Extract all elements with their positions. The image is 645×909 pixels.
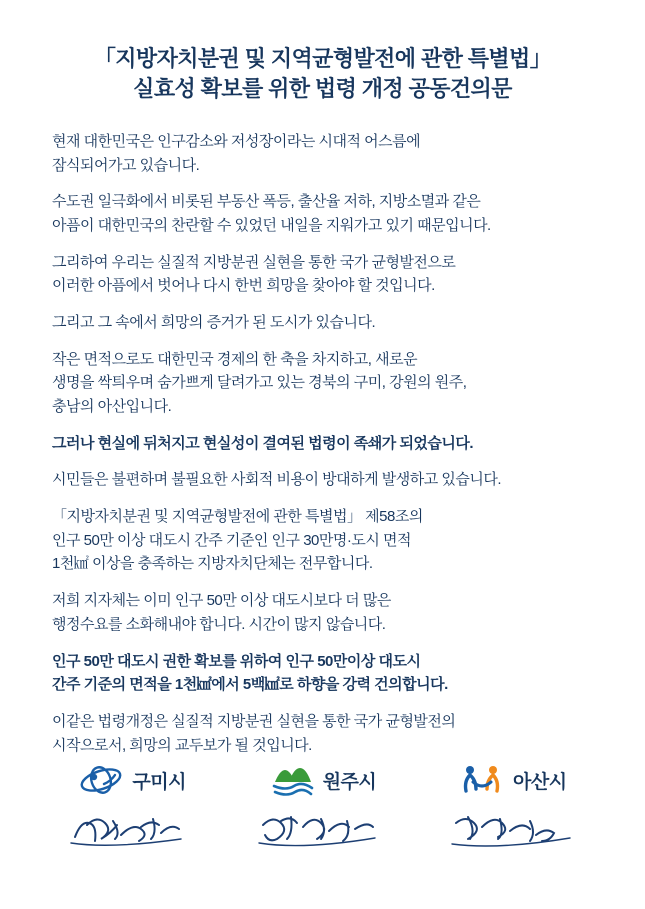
paragraph-5 (52, 348, 593, 419)
paragraph-11-closing (52, 710, 593, 757)
paragraph-line: 그리하여 우리는 실질적 지방분권 실현을 통한 국가 균형발전으로 (52, 253, 456, 271)
paragraph-line: 그리고 그 속에서 희망의 증거가 된 도시가 있습니다. (52, 313, 376, 331)
paragraph-line: 이같은 법령개정은 실질적 지방분권 실현을 통한 국가 균형발전의 (52, 712, 456, 730)
signatory-asan (435, 757, 591, 851)
gumi-orbit-icon (78, 760, 124, 800)
signatory-name: 구미시 (132, 771, 186, 793)
paragraph-line: 현재 대한민국은 인구감소와 저성장이라는 시대적 어스름에 (52, 132, 421, 150)
logo-row (459, 757, 567, 803)
wonju-mayor-signature (247, 807, 397, 851)
paragraph-10-request (52, 650, 593, 697)
paragraph-1 (52, 130, 593, 177)
signatory-gumi (54, 757, 210, 851)
paragraph-line: 시작으로서, 희망의 교두보가 될 것입니다. (52, 736, 312, 754)
wonju-mountain-icon (269, 760, 315, 800)
asan-people-icon (459, 760, 505, 800)
paragraph-7 (52, 468, 593, 492)
gumi-mayor-signature (57, 807, 207, 851)
paragraph-line: 수도권 일극화에서 비롯된 부동산 폭등, 출산율 저하, 지방소멸과 같은 (52, 193, 481, 211)
paragraph-line: 시민들은 불편하며 불필요한 사회적 비용이 방대하게 발생하고 있습니다. (52, 471, 502, 489)
signatory-name: 아산시 (513, 771, 567, 793)
paragraph-line: 인구 50만 대도시 권한 확보를 위하여 인구 50만이상 대도시 (52, 652, 421, 670)
paragraph-line: 인구 50만 이상 대도시 간주 기준인 인구 30만명·도시 면적 (52, 531, 411, 549)
signatory-wonju (244, 757, 400, 851)
paragraph-line: 저희 지자체는 이미 인구 50만 이상 대도시보다 더 많은 (52, 592, 391, 610)
paragraph-line: 작은 면적으로도 대한민국 경제의 한 축을 차지하고, 새로운 (52, 350, 418, 368)
paragraph-6-emphasis (52, 432, 593, 456)
document-body (52, 130, 593, 757)
document-title (52, 44, 593, 104)
paragraph-line: 간주 기준의 면적을 1천㎢에서 5백㎢로 하향을 강력 건의합니다. (52, 676, 448, 694)
paragraph-line: 아픔이 대한민국의 찬란할 수 있었던 내일을 지워가고 있기 때문입니다. (52, 216, 491, 234)
paragraph-line: 행정수요를 소화해내야 합니다. 시간이 많지 않습니다. (52, 615, 386, 633)
paragraph-line: 잠식되어가고 있습니다. (52, 156, 200, 174)
paragraph-line: 그러나 현실에 뒤처지고 현실성이 결여된 법령이 족쇄가 되었습니다. (52, 434, 474, 452)
signatory-logos (0, 757, 645, 851)
paragraph-9 (52, 589, 593, 636)
paragraph-3 (52, 251, 593, 298)
paragraph-line: 「지방자치분권 및 지역균형발전에 관한 특별법」 제58조의 (52, 508, 423, 526)
logo-row (78, 757, 186, 803)
signatory-name: 원주시 (322, 771, 377, 793)
paragraph-4 (52, 311, 593, 335)
paragraph-line: 1천㎢ 이상을 충족하는 지방자치단체는 전무합니다. (52, 555, 373, 573)
paragraph-line: 이러한 아픔에서 벗어나 다시 한번 희망을 찾아야 할 것입니다. (52, 277, 435, 295)
paragraph-8-law-reference (52, 505, 593, 576)
logo-row (269, 757, 377, 803)
paragraph-2 (52, 190, 593, 237)
title-line-2: 실효성 확보를 위한 법령 개정 공동건의문 (133, 75, 512, 101)
paragraph-line: 생명을 싹틔우며 숨가쁘게 달려가고 있는 경북의 구미, 강원의 원주, (52, 374, 467, 392)
paragraph-line: 충남의 아산입니다. (52, 398, 172, 415)
asan-mayor-signature (438, 807, 588, 851)
title-line-1: 「지방자치분권 및 지역균형발전에 관한 특별법」 (93, 46, 552, 71)
